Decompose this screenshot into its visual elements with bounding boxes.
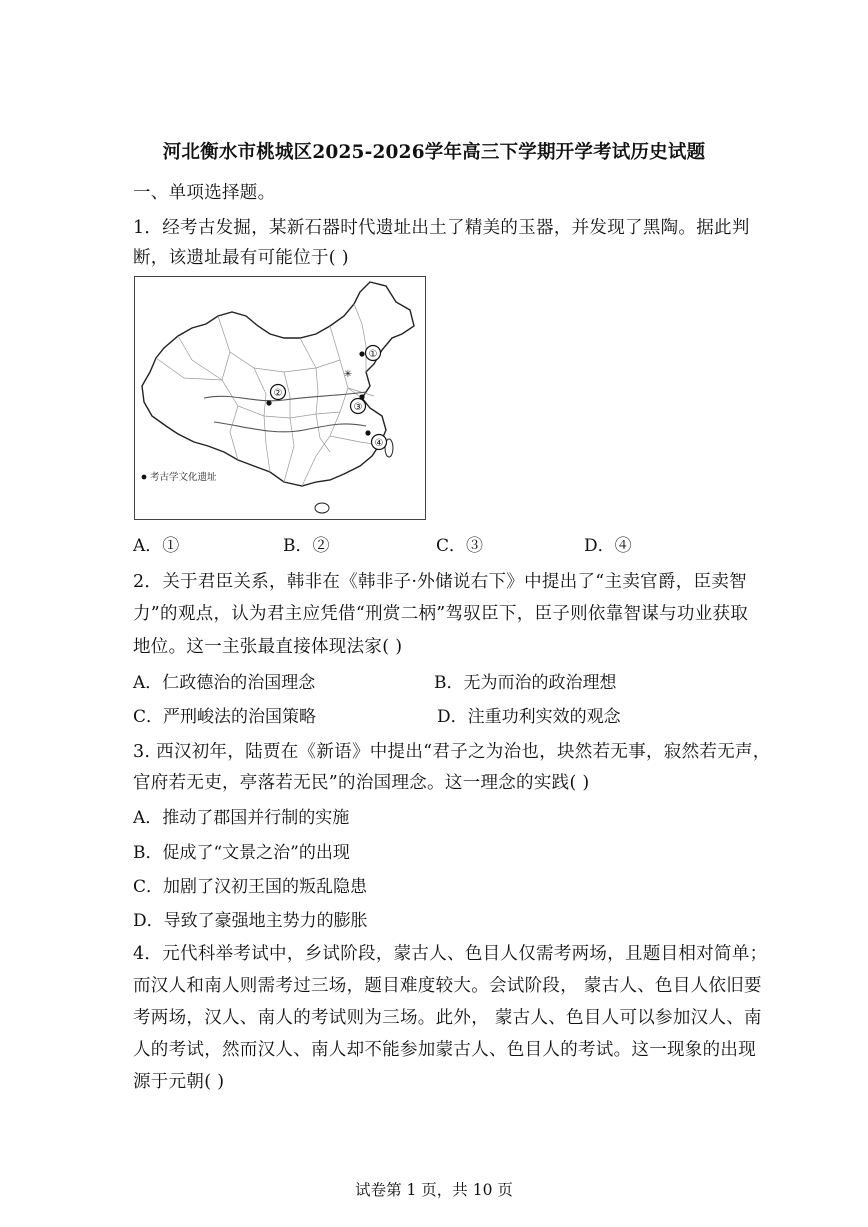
china-map-figure xyxy=(134,276,426,520)
q1-stem-line2: 断，该遗址最有可能位于( ) xyxy=(133,248,349,268)
exam-title: 河北衡水市桃城区2025-2026学年高三下学期开学考试历史试题 xyxy=(162,142,706,163)
q3-stem-line1: 3. 西汉初年，陆贾在《新语》中提出“君子之为治也，块然若无事，寂然若无声， xyxy=(133,742,771,762)
q3-option-d[interactable]: D．导致了豪强地主势力的膨胀 xyxy=(133,911,368,931)
page-footer: 试卷第 1 页，共 10 页 xyxy=(355,1181,513,1199)
marker-2-label: ② xyxy=(273,388,283,399)
q3-stem-line2: 官府若无吏，亭落若无民”的治国理念。这一理念的实践( ) xyxy=(133,773,590,793)
q2-option-a[interactable]: A．仁政德治的治国理念 xyxy=(133,673,316,693)
section-heading: 一、单项选择题。 xyxy=(133,183,276,203)
q4-stem-line2: 而汉人和南人则需考过三场，题目难度较大。会试阶段， 蒙古人、色目人依旧要 xyxy=(133,976,762,996)
q4-stem-line4: 人的考试，然而汉人、南人却不能参加蒙古人、色目人的考试。这一现象的出现 xyxy=(133,1040,756,1060)
svg-text:✳: ✳ xyxy=(343,369,353,380)
q3-option-c[interactable]: C．加剧了汉初王国的叛乱隐患 xyxy=(133,877,368,897)
q1-stem-line1: 1．经考古发掘，某新石器时代遗址出土了精美的玉器，并发现了黑陶。据此判 xyxy=(133,218,750,238)
q2-option-d[interactable]: D．注重功利实效的观念 xyxy=(437,707,621,727)
q1-option-b[interactable]: B．② xyxy=(283,536,330,556)
q4-stem-line5: 源于元朝( ) xyxy=(133,1072,225,1092)
q3-option-a[interactable]: A．推动了郡国并行制的实施 xyxy=(133,808,350,828)
q3-option-b[interactable]: B．促成了“文景之治”的出现 xyxy=(133,843,350,863)
q2-stem-line1: 2．关于君臣关系，韩非在《韩非子·外储说右下》中提出了“主卖官爵，臣卖智 xyxy=(133,572,747,592)
q1-option-a[interactable]: A．① xyxy=(133,536,180,556)
q1-option-d[interactable]: D．④ xyxy=(584,536,632,556)
marker-1-label: ① xyxy=(368,349,378,360)
q2-option-c[interactable]: C．严刑峻法的治国策略 xyxy=(133,707,317,727)
map-legend: 考古学文化遗址 xyxy=(150,472,217,483)
q1-option-c[interactable]: C．③ xyxy=(436,536,484,556)
q2-option-b[interactable]: B．无为而治的政治理想 xyxy=(434,673,617,693)
q2-stem-line2: 力”的观点，认为君主应凭借“刑赏二柄”驾驭臣下，臣子则依靠智谋与功业获取 xyxy=(133,604,749,624)
marker-4-label: ④ xyxy=(374,438,384,449)
marker-3-label: ③ xyxy=(353,402,363,413)
q4-stem-line1: 4．元代科举考试中，乡试阶段，蒙古人、色目人仅需考两场，且题目相对简单； xyxy=(133,944,768,964)
q4-stem-line3: 考两场，汉人、南人的考试则为三场。此外， 蒙古人、色目人可以参加汉人、南 xyxy=(133,1008,762,1028)
q2-stem-line3: 地位。这一主张最直接体现法家( ) xyxy=(133,637,403,657)
